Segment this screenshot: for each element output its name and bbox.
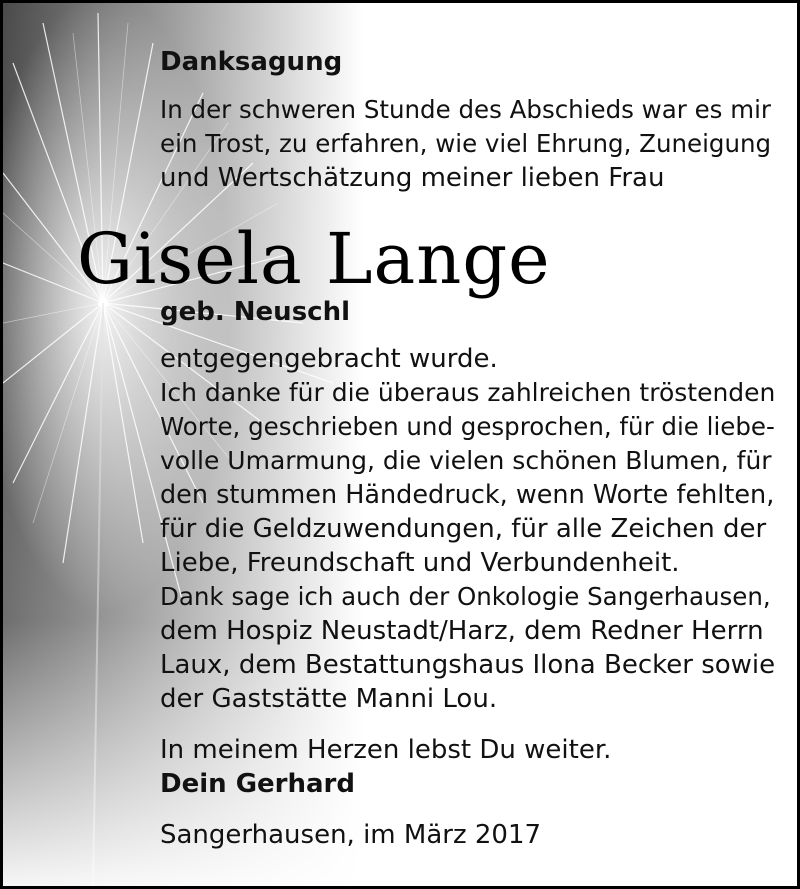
body-line: den stummen Händedruck, wenn Worte fehlten, [160,480,775,510]
body-line: Liebe, Freundschaft und Verbundenheit. [160,548,680,578]
closing-line: In meinem Herzen lebst Du weiter. [160,735,612,765]
intro-line: ein Trost, zu erfahren, wie viel Ehrung, Zuneigung [160,129,772,158]
signature: Dein Gerhard [160,769,355,799]
intro-line: und Wertschätzung meiner lieben Frau [160,163,665,193]
body-line: für die Geldzuwendungen, für alle Zeichen der [160,514,767,544]
heading-danksagung: Danksagung [160,47,343,77]
body-line: volle Umarmung, die vielen schönen Blumen, für [160,446,772,475]
birth-name: geb. Neuschl [160,297,350,327]
intro-line: In der schweren Stunde des Abschieds war es mir [160,95,771,124]
body-line: Worte, geschrieben und gesprochen, für die liebe- [160,412,775,441]
deceased-name: Gisela Lange [77,218,551,300]
body-line: Laux, dem Bestattungshaus Ilona Becker sowie [160,650,776,680]
place-date: Sangerhausen, im März 2017 [160,820,542,850]
body-line: Ich danke für die überaus zahlreichen tröstenden [160,378,776,407]
body-line: entgegengebracht wurde. [160,344,498,374]
body-line: Dank sage ich auch der Onkologie Sangerhausen, [160,582,771,611]
body-line: der Gaststätte Manni Lou. [160,684,498,714]
body-line: dem Hospiz Neustadt/Harz, dem Redner Herrn [160,616,764,646]
